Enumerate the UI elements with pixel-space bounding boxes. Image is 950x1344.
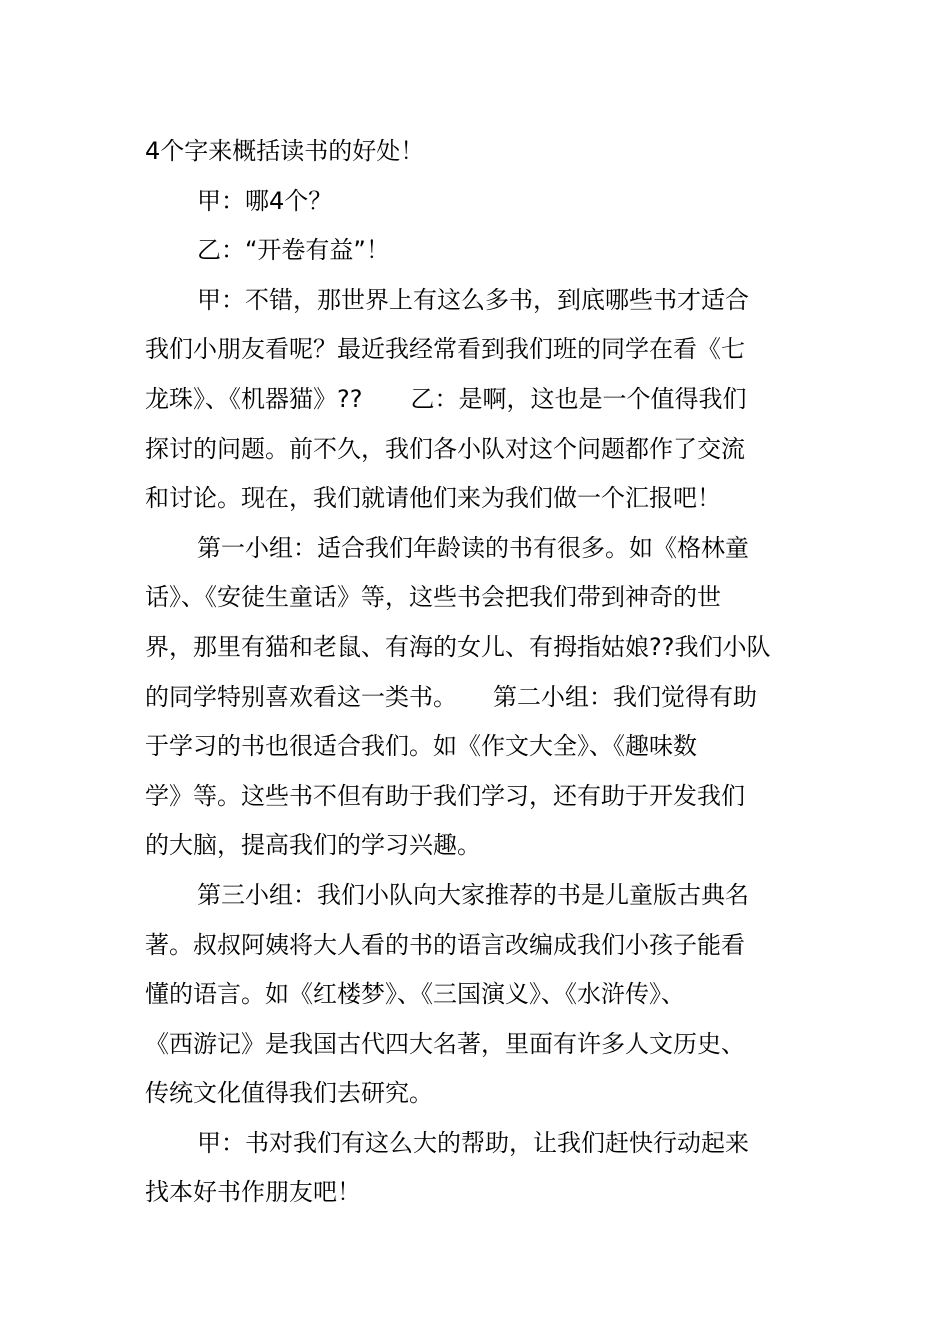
text-line: 甲：书对我们有这么大的帮助，让我们赶快行动起来: [197, 1128, 749, 1157]
text-line: 的同学特别喜欢看这一类书。 第二小组：我们觉得有助: [145, 682, 757, 711]
text-line: 乙：“开卷有益”！: [197, 236, 390, 265]
text-line: 学》等。这些书不但有助于我们学习，还有助于开发我们: [145, 781, 745, 810]
text-line: 找本好书作朋友吧！: [145, 1178, 361, 1207]
text-line: 懂的语言。如《红楼梦》、《三国演义》、《水浒传》、: [145, 980, 685, 1009]
text-line: 《西游记》是我国古代四大名著，里面有许多人文历史、: [145, 1029, 745, 1058]
text-line: 甲：不错，那世界上有这么多书，到底哪些书才适合: [197, 285, 749, 314]
text-line: 第三小组：我们小队向大家推荐的书是儿童版古典名: [197, 880, 749, 909]
text-line: 和讨论。现在，我们就请他们来为我们做一个汇报吧！: [145, 484, 721, 513]
text-line: 传统文化值得我们去研究。: [145, 1079, 433, 1108]
text-line: 话》、《安徒生童话》等，这些书会把我们带到神奇的世: [145, 583, 721, 612]
text-line: 第一小组：适合我们年龄读的书有很多。如《格林童: [197, 533, 749, 562]
text-line: 我们小朋友看呢？最近我经常看到我们班的同学在看《七: [145, 335, 745, 364]
body-text: [145, 127, 807, 1218]
text-line: 探讨的问题。前不久，我们各小队对这个问题都作了交流: [145, 434, 745, 463]
text-line: 著。叔叔阿姨将大人看的书的语言改编成我们小孩子能看: [145, 930, 745, 959]
text-line: 甲：哪4个？: [197, 186, 333, 215]
text-line: 4个字来概括读书的好处！: [145, 137, 425, 165]
text-line: 的大脑，提高我们的学习兴趣。: [145, 831, 481, 860]
text-line: 龙珠》、《机器猫》?? 乙：是啊，这也是一个值得我们: [145, 384, 747, 413]
text-line: 界，那里有猫和老鼠、有海的女儿、有拇指姑娘??我们小队: [145, 632, 771, 661]
text-line: 于学习的书也很适合我们。如《作文大全》、《趣味数: [145, 732, 697, 761]
